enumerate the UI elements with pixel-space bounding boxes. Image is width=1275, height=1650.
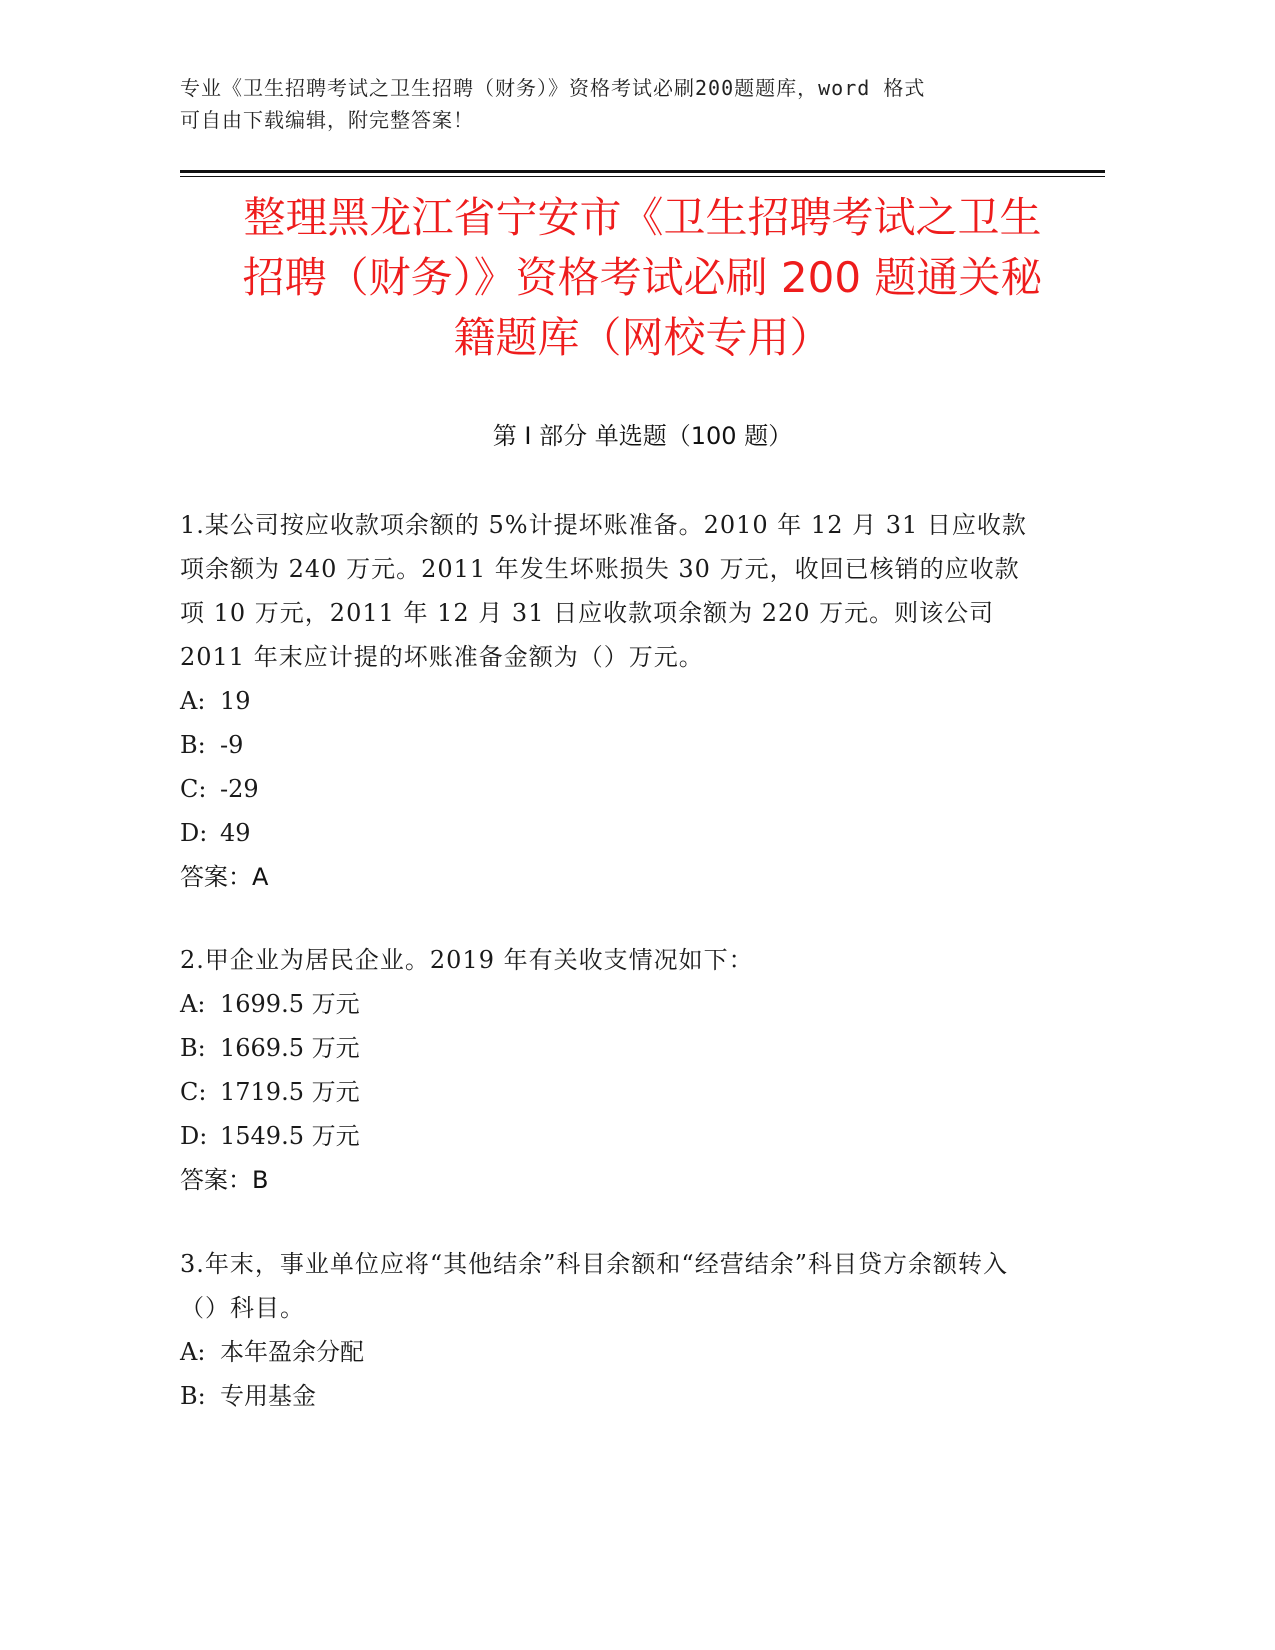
question-1 <box>180 503 1040 899</box>
option-key: B: <box>180 1382 206 1410</box>
answer: 答案：B <box>180 1166 269 1194</box>
header-divider-thick <box>180 170 1105 173</box>
option-key: B: <box>180 1034 206 1062</box>
document-title-line1: 整理黑龙江省宁安市《卫生招聘考试之卫生 <box>243 193 1042 242</box>
header-note-line1: 专业《卫生招聘考试之卫生招聘（财务）》资格考试必刷200题题库，word 格式 <box>180 76 926 100</box>
option-text: 1699.5 万元 <box>220 990 360 1018</box>
option-key: C: <box>180 775 207 803</box>
option-key: C: <box>180 1078 207 1106</box>
option-text: -29 <box>220 775 259 803</box>
document-title-line3: 籍题库（网校专用） <box>453 313 832 362</box>
header-divider-thin <box>180 176 1105 177</box>
option-text: 1669.5 万元 <box>220 1034 360 1062</box>
document-title <box>180 188 1105 368</box>
question-stem: 3.年末，事业单位应将“其他结余”科目余额和“经营结余”科目贷方余额转入（）科目。 <box>180 1250 1008 1322</box>
header-note <box>180 72 1040 136</box>
option-c <box>180 767 1040 811</box>
option-a <box>180 982 1040 1026</box>
option-text: 19 <box>220 687 251 715</box>
option-a <box>180 1330 1040 1374</box>
question-stem: 1.某公司按应收款项余额的 5%计提坏账准备。2010 年 12 月 31 日应收款项余额为 240 万元。2011 年发生坏账损失 30 万元，收回已核销的应收款项 10 万元，2011 年 12 月 31 日应收款项余额为 220 万元。则该公司 2011 年末应计提的坏账准备金额为（）万元。 <box>180 511 1027 671</box>
option-text: 49 <box>220 819 251 847</box>
option-key: D: <box>180 819 208 847</box>
option-text: 1549.5 万元 <box>220 1122 360 1150</box>
question-stem: 2.甲企业为居民企业。2019 年有关收支情况如下： <box>180 946 754 974</box>
answer: 答案：A <box>180 863 269 891</box>
option-key: A: <box>180 687 206 715</box>
document-title-line2: 招聘（财务）》资格考试必刷 200 题通关秘 <box>242 253 1043 302</box>
header-note-line2: 可自由下载编辑，附完整答案！ <box>180 108 474 132</box>
option-d <box>180 1114 1040 1158</box>
option-d <box>180 811 1040 855</box>
option-key: A: <box>180 1338 206 1366</box>
option-c <box>180 1070 1040 1114</box>
option-text: -9 <box>220 731 244 759</box>
option-key: A: <box>180 990 206 1018</box>
option-b <box>180 1026 1040 1070</box>
option-text: 本年盈余分配 <box>220 1338 364 1366</box>
option-key: D: <box>180 1122 208 1150</box>
option-key: B: <box>180 731 206 759</box>
option-text: 1719.5 万元 <box>220 1078 360 1106</box>
question-3 <box>180 1242 1040 1418</box>
section-heading: 第 I 部分 单选题（100 题） <box>492 422 793 450</box>
question-2 <box>180 938 1040 1202</box>
option-a <box>180 679 1040 723</box>
option-text: 专用基金 <box>220 1382 316 1410</box>
option-b <box>180 723 1040 767</box>
option-b <box>180 1374 1040 1418</box>
